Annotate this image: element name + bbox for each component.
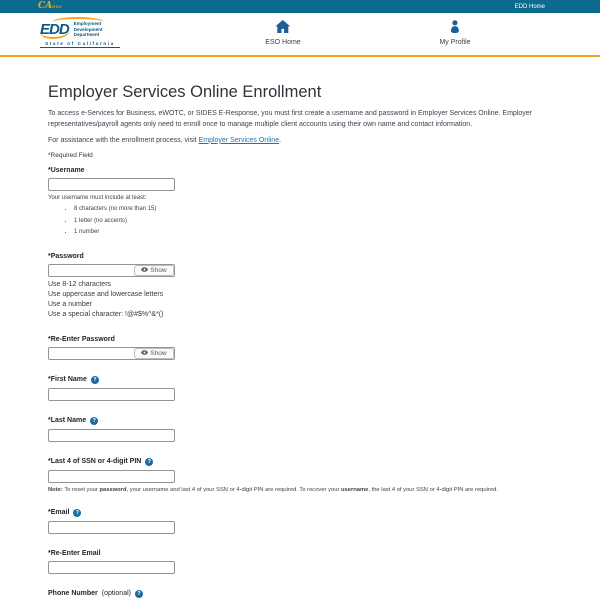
- password-rule: Use 8-12 characters: [48, 281, 112, 289]
- password-rule: Use uppercase and lowercase letters: [48, 291, 164, 299]
- required-field-note: *Required Field: [48, 151, 93, 159]
- person-icon: [449, 20, 462, 35]
- site-header: [0, 13, 600, 55]
- help-icon[interactable]: ?: [91, 376, 99, 384]
- email-label: *Email: [48, 509, 70, 517]
- username-hint-title: Your username must include at least:: [48, 194, 147, 201]
- username-label: *Username: [48, 166, 85, 174]
- password-rule: Use a number: [48, 301, 92, 309]
- edd-logo-acronym: EDD: [40, 20, 69, 38]
- username-requirement: • 1 number: [74, 229, 556, 237]
- username-group: [48, 167, 556, 237]
- assistance-paragraph: For assistance with the enrollment process, visit Employer Services Online.: [48, 136, 282, 144]
- password-rules: [48, 280, 556, 320]
- username-input[interactable]: [48, 178, 175, 191]
- ca-gov-logo-script: CA: [38, 1, 53, 11]
- reenter-email-input[interactable]: [48, 561, 175, 574]
- page-title: Employer Services Online Enrollment: [48, 83, 322, 101]
- ssn-pin-note: Note: To reset your password, your username and last 4 of your SSN or 4-digit PIN are required. To recover your username, the last 4 of your SSN or 4-digit PIN are required.: [48, 486, 498, 493]
- enrollment-form: [0, 57, 600, 600]
- reenter-password-show-button[interactable]: Show: [134, 348, 174, 359]
- help-icon[interactable]: ?: [145, 458, 153, 466]
- username-requirements: [74, 206, 556, 237]
- edd-logo-state: State of California: [40, 40, 120, 48]
- username-requirement: • 1 letter (no accents): [74, 218, 556, 226]
- ca-gov-logo[interactable]: [38, 2, 62, 11]
- eye-icon: [141, 350, 148, 357]
- first-name-label: *First Name: [48, 376, 87, 384]
- help-icon[interactable]: ?: [135, 590, 143, 598]
- last-name-group: [48, 417, 556, 442]
- nav-my-profile[interactable]: [439, 20, 470, 46]
- first-name-group: [48, 376, 556, 401]
- password-rule: Use a special character: !@#$%^&*(): [48, 311, 164, 319]
- reenter-password-label: *Re-Enter Password: [48, 335, 115, 343]
- email-group: [48, 509, 556, 534]
- help-icon[interactable]: ?: [73, 509, 81, 517]
- ca-gov-logo-suffix: GOV: [52, 4, 62, 9]
- edd-logo-department: Employment Development Department: [73, 21, 103, 38]
- reenter-password-group: [48, 336, 556, 360]
- phone-optional-label: (optional): [101, 590, 131, 598]
- nav-eso-home[interactable]: [265, 20, 300, 46]
- edd-logo[interactable]: [40, 17, 122, 48]
- password-group: [48, 253, 556, 320]
- first-name-input[interactable]: [48, 388, 175, 401]
- password-label: *Password: [48, 253, 84, 261]
- ssn-pin-group: [48, 458, 556, 493]
- username-requirement: • 8 characters (no more than 15): [74, 206, 556, 214]
- reenter-email-group: [48, 550, 556, 574]
- reenter-email-label: *Re-Enter Email: [48, 549, 101, 557]
- password-show-button[interactable]: Show: [134, 265, 174, 276]
- employer-services-online-link[interactable]: Employer Services Online: [198, 136, 280, 144]
- edd-home-link[interactable]: EDD Home: [514, 3, 545, 10]
- home-icon: [276, 20, 291, 35]
- eye-icon: [141, 267, 148, 274]
- ssn-pin-input[interactable]: [48, 470, 175, 483]
- top-utility-bar: [0, 0, 600, 13]
- last-name-input[interactable]: [48, 429, 175, 442]
- last-name-label: *Last Name: [48, 417, 87, 425]
- help-icon[interactable]: ?: [90, 417, 98, 425]
- email-input[interactable]: [48, 521, 175, 534]
- phone-group: [48, 590, 556, 600]
- nav-eso-home-label: ESO Home: [265, 39, 301, 46]
- phone-label: Phone Number: [48, 590, 98, 598]
- nav-my-profile-label: My Profile: [439, 39, 471, 46]
- intro-paragraph: To access e-Services for Business, eWOTC, or SIDES E-Response, you must first create a username and password in Employer Services Online. Employer representatives/payroll agents only need to enroll once to manage multiple client accounts using their own name and contact information.: [48, 110, 532, 128]
- ssn-pin-label: *Last 4 of SSN or 4-digit PIN: [48, 458, 142, 466]
